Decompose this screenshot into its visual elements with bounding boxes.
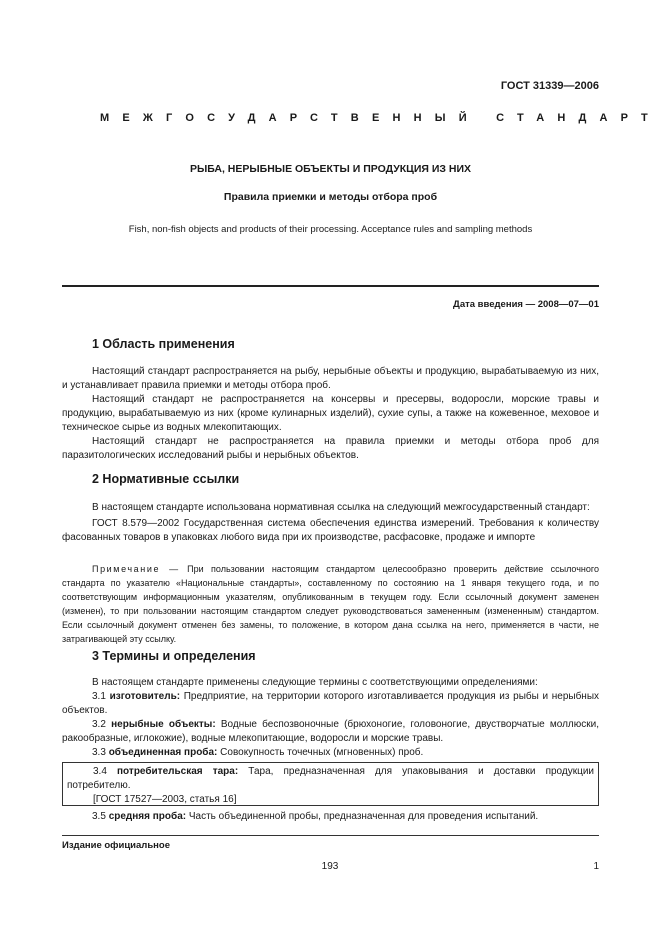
section-2-paragraph: В настоящем стандарте использована нормативная ссылка на следующий межгосударственный стандарт: (92, 502, 590, 513)
note-block (62, 562, 599, 646)
term-3-4-reference: [ГОСТ 17527—2003, статья 16] (93, 794, 237, 805)
section-3-body (62, 676, 599, 760)
edition-label: Издание официальное (62, 840, 170, 851)
section-3-intro: В настоящем стандарте применены следующие термины с соответствующими определениями: (92, 677, 538, 688)
section-1-paragraph: Настоящий стандарт не распространяется на правила приемки и методы отбора проб для паразитологических исследований рыбы и нерыбных объектов. (62, 436, 599, 461)
term-3-2: 3.2 нерыбные объекты: Водные беспозвоночные (брюхоногие, головоногие, двустворчатые моллюски, ракообразные, иглокожие), водные млекопитающие, водоросли и морские травы. (62, 719, 600, 744)
term-name: объединенная проба: (108, 747, 218, 758)
term-3-3: 3.3 объединенная проба: Совокупность точечных (мгновенных) проб. (92, 747, 424, 758)
section-2-body (62, 501, 599, 545)
term-3-4-box: 3.4 потребительская тара: Тара, предназначенная для упаковывания и доставки продукции потребителю. [ГОСТ 17527—2003, статья 16] (62, 762, 599, 806)
document-title: РЫБА, НЕРЫБНЫЕ ОБЪЕКТЫ И ПРОДУКЦИЯ ИЗ НИХ (189, 163, 472, 175)
section-1-paragraph: Настоящий стандарт не распространяется на консервы и пресервы, водоросли, морские травы и продукцию, вырабатываемую из них (кроме кулинарных изделий), сухие супы, а также на кожевенное, меховое и техническое сырье из водных млекопитающих. (62, 394, 599, 433)
document-subtitle: Правила приемки и методы отбора проб (223, 191, 438, 203)
term-3-1: 3.1 изготовитель: Предприятие, на территории которого изготавливается продукция из рыбы и нерыбных объектов. (62, 691, 599, 716)
section-1-heading: 1 Область применения (92, 337, 235, 351)
note-label: Примечание — (92, 564, 180, 574)
title-divider (62, 285, 599, 287)
intro-date: Дата введения — 2008—07—01 (453, 299, 599, 310)
footer-divider (62, 835, 599, 836)
term-name: изготовитель: (109, 691, 181, 702)
term-name: потребительская тара: (117, 766, 239, 777)
sheet-number: 1 (593, 861, 599, 872)
page-number: 193 (321, 861, 339, 872)
english-title: Fish, non-fish objects and products of their processing. Acceptance rules and sampling methods (128, 224, 533, 235)
term-3-5: 3.5 средняя проба: Часть объединенной пробы, предназначенная для проведения испытаний. (92, 811, 539, 822)
reference-entry: ГОСТ 8.579—2002 Государственная система обеспечения единства измерений. Требования к количеству фасованных товаров в упаковках любого вида при их производстве, расфасовке, продаже и импорте (62, 518, 599, 543)
section-3-heading: 3 Термины и определения (92, 649, 256, 663)
term-name: нерыбные объекты: (111, 719, 216, 730)
term-name: средняя проба: (108, 811, 187, 822)
note-text: При пользовании настоящим стандартом целесообразно проверить действие ссылочного стандарта по указателю «Национальные стандарты», составленному по состоянию на 1 января текущего года, и по соответствующим информационным указателям, опубликованным в текущем году. Если ссылочный документ заменен (изменен), то при пользовании настоящим стандартом следует руководствоваться замененным (измененным) стандартом. Если ссылочный документ отменен без замены, то положение, в котором дана ссылка на него, применяется в части, не затрагивающей эту ссылку. (62, 564, 599, 644)
section-1-paragraph: Настоящий стандарт распространяется на рыбу, нерыбные объекты и продукцию, вырабатываемую из них, и устанавливает правила приемки и методы отбора проб. (62, 366, 599, 391)
section-2-heading: 2 Нормативные ссылки (92, 472, 240, 486)
section-1-body (62, 365, 599, 463)
term-3-5-block (62, 810, 599, 824)
standard-banner: МЕЖГОСУДАРСТВЕННЫЙ СТАНДАРТ (100, 112, 661, 124)
gost-code: ГОСТ 31339—2006 (500, 80, 599, 92)
